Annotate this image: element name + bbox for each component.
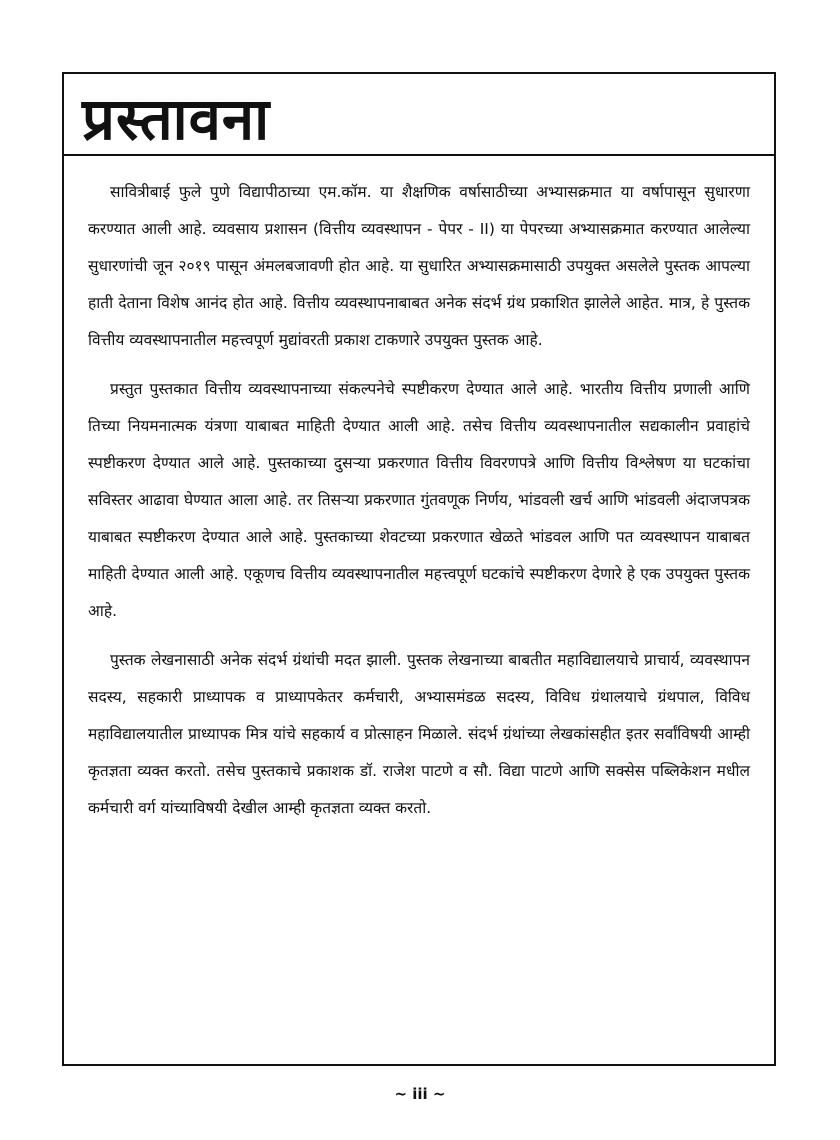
paragraph-2: प्रस्तुत पुस्तकात वित्तीय व्यवस्थापनाच्या संकल्पनेचे स्पष्टीकरण देण्यात आले आहे. भारतीय वित्तीय प्रणाली आणि तिच्या नियमनात्मक यंत्रणा याबाबत माहिती देण्यात आली आहे. तसेच वित्तीय व्यवस्थापनातील सद्यकालीन प्रवाहांचे स्पष्टीकरण देण्यात आले आहे. पुस्तकाच्या दुसऱ्या प्रकरणात वित्तीय विवरणपत्रे आणि वित्तीय विश्लेषण या घटकांचा सविस्तर आढावा घेण्यात आला आहे. तर तिसऱ्या प्रकरणात गुंतवणूक निर्णय, भांडवली खर्च आणि भांडवली अंदाजपत्रक याबाबत स्पष्टीकरण देण्यात आले आहे. पुस्तकाच्या शेवटच्या प्रकरणात खेळते भांडवल आणि पत व्यवस्थापन याबाबत माहिती देण्यात आली आहे. एकूणच वित्तीय व्यवस्थापनातील महत्त्वपूर्ण घटकांचे स्पष्टीकरण देणारे हे एक उपयुक्त पुस्तक आहे.: [88, 380, 750, 620]
title-divider: [64, 154, 774, 156]
preface-body: [88, 174, 750, 839]
page-frame: [62, 72, 776, 1066]
page-number: ~ iii ~: [394, 1085, 446, 1103]
paragraph-3: पुस्तक लेखनासाठी अनेक संदर्भ ग्रंथांची मदत झाली. पुस्तक लेखनाच्या बाबतीत महाविद्यालयाचे प्राचार्य, व्यवस्थापन सदस्य, सहकारी प्राध्यापक व प्राध्यापकेतर कर्मचारी, अभ्यासमंडळ सदस्य, विविध ग्रंथालयाचे ग्रंथपाल, विविध महाविद्यालयातील प्राध्यापक मित्र यांचे सहकार्य व प्रोत्साहन मिळाले. संदर्भ ग्रंथांच्या लेखकांसहीत इतर सर्वांविषयी आम्ही कृतज्ञता व्यक्त करतो. तसेच पुस्तकाचे प्रकाशक डॉ. राजेश पाटणे व सौ. विद्या पाटणे आणि सक्सेस पब्लिकेशन मधील कर्मचारी वर्ग यांच्याविषयी देखील आम्ही कृतज्ञता व्यक्त करतो.: [88, 651, 750, 817]
paragraph-1: सावित्रीबाई फुले पुणे विद्यापीठाच्या एम.कॉम. या शैक्षणिक वर्षासाठीच्या अभ्यासक्रमात या वर्षापासून सुधारणा करण्यात आली आहे. व्यवसाय प्रशासन (वित्तीय व्यवस्थापन - पेपर - II) या पेपरच्या अभ्यासक्रमात करण्यात आलेल्या सुधारणांची जून २०१९ पासून अंमलबजावणी होत आहे. या सुधारित अभ्यासक्रमासाठी उपयुक्त असलेले पुस्तक आपल्या हाती देताना विशेष आनंद होत आहे. वित्तीय व्यवस्थापनाबाबत अनेक संदर्भ ग्रंथ प्रकाशित झालेले आहेत. मात्र, हे पुस्तक वित्तीय व्यवस्थापनातील महत्त्वपूर्ण मुद्यांवरती प्रकाश टाकणारे उपयुक्त पुस्तक आहे.: [88, 183, 750, 349]
page-title: प्रस्तावना: [82, 85, 271, 153]
